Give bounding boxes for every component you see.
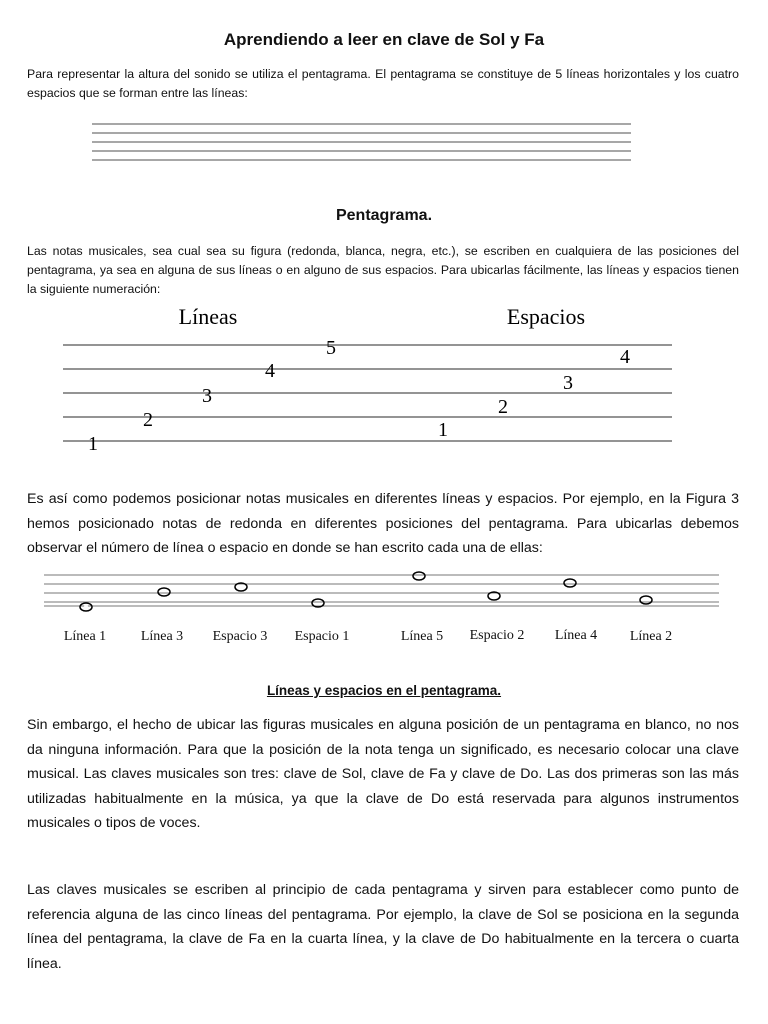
line-number-1: 1 (88, 433, 98, 455)
whole-note-linea-2 (640, 596, 652, 604)
page-title: Aprendiendo a leer en clave de Sol y Fa (223, 30, 545, 49)
whole-note-linea-5 (413, 572, 425, 580)
section-heading-pentagrama: Pentagrama. (335, 207, 433, 224)
note-label: Línea 5 (400, 629, 444, 644)
spaces-label: Espacios (506, 304, 586, 329)
intro-paragraph: Para representar la altura del sonido se utiliza el pentagrama. El pentagrama se constituye de 5 líneas horizontales y los cuatro espacios que se forman entre las líneas: (27, 67, 739, 100)
whole-note-linea-3 (158, 588, 170, 596)
space-number-1: 1 (438, 419, 448, 441)
space-number-3: 3 (563, 372, 573, 394)
note-label: Espacio 2 (469, 628, 525, 643)
figure-caption-heading: Líneas y espacios en el pentagrama. (266, 683, 502, 698)
line-number-3: 3 (202, 385, 212, 407)
numbering-figure (0, 300, 768, 460)
note-label: Línea 2 (629, 629, 673, 644)
numbering-paragraph: Las notas musicales, sea cual sea su figura (redonda, blanca, negra, etc.), se escriben en cualquiera de las posiciones del pentagrama, ya sea en alguna de sus líneas o en alguno de sus espacios. Para ubicarlas fácilmente, las líneas y espacios tienen la siguiente numeración: (27, 244, 739, 296)
note-label: Espacio 3 (212, 629, 268, 644)
note-label: Línea 4 (554, 628, 598, 643)
lines-label: Líneas (178, 304, 238, 329)
whole-note-linea-1 (80, 603, 92, 611)
whole-note-linea-4 (564, 579, 576, 587)
example-paragraph: Es así como podemos posicionar notas musicales en diferentes líneas y espacios. Por ejemplo, en la Figura 3 hemos posicionado notas de redonda en diferentes posiciones del pentagrama. Para ubicarlas debemos observar el número de línea o espacio en donde se han escrito cada una de ellas: (27, 491, 739, 556)
reference-paragraph: Las claves musicales se escriben al principio de cada pentagrama y sirven para establecer como punto de referencia alguna de las cinco líneas del pentagrama. Por ejemplo, la clave de Sol se posiciona en la segunda línea del pentagrama, la clave de Fa en la cuarta línea, y la clave de Do habitualmente en la tercera o cuarta línea. (27, 882, 739, 972)
space-number-4: 4 (620, 346, 630, 368)
notes-figure (0, 560, 768, 650)
line-number-2: 2 (143, 409, 153, 431)
line-number-4: 4 (265, 360, 275, 382)
note-label: Espacio 1 (294, 629, 350, 644)
line-number-5: 5 (326, 337, 336, 359)
clefs-paragraph: Sin embargo, el hecho de ubicar las figuras musicales en alguna posición de un pentagrama en blanco, no nos da ninguna información. Para que la posición de la nota tenga un significado, es necesario colocar una clave musical. Las claves musicales son tres: clave de Sol, clave de Fa y clave de Do. Las dos primeras son las más utilizadas habitualmente en la música, ya que la clave de Do está reservada para algunos instrumentos musicales o tipos de voces. (27, 717, 739, 831)
note-label: Línea 3 (140, 629, 184, 644)
note-label: Línea 1 (63, 629, 107, 644)
space-number-2: 2 (498, 396, 508, 418)
blank-staff-figure (0, 0, 768, 200)
